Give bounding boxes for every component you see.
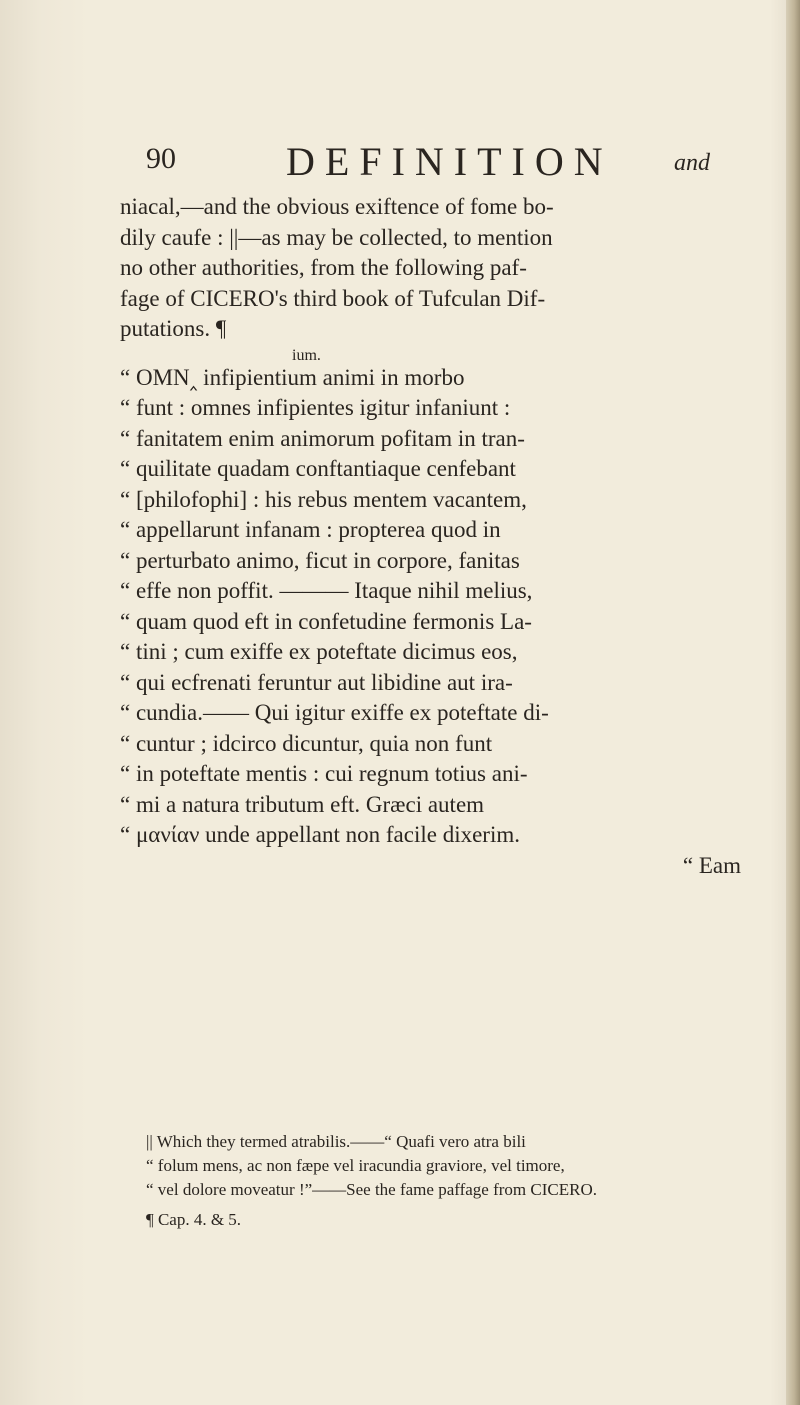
quote-line: “ tini ; cum exiffe ex poteftate dicimus eos, (120, 639, 518, 664)
footnote-line: “ vel dolore moveatur !”——See the fame paffage from CICERO. (146, 1180, 597, 1199)
quote-line: “ perturbato animo, ficut in corpore, fanitas (120, 547, 520, 573)
quote-line: “ fanitatem enim animorum pofitam in tran- (120, 425, 525, 451)
quote-line: “ qui ecfrenati feruntur aut libidine aut ira- (120, 669, 513, 695)
text-line: putations. ¶ (120, 316, 227, 341)
running-title-suffix: and (674, 150, 710, 176)
text-line: niacal,—and the obvious exiftence of fome bo- (120, 194, 554, 219)
quote-line: “ quilitate quadam conftantiaque cenfebant (120, 456, 516, 481)
footnote-line: “ folum mens, ac non fæpe vel iracundia graviore, vel timore, (146, 1156, 565, 1175)
text-line: no other authorities, from the following paf- (120, 255, 527, 280)
quote-line: “ effe non poffit. ——— Itaque nihil melius, (120, 578, 533, 603)
footnote-line: ¶ Cap. 4. & 5. (146, 1210, 242, 1229)
page-gutter-shadow (786, 0, 800, 1405)
quote-line: “ quam quod eft in confetudine fermonis La- (120, 608, 532, 634)
quote-line: “ cundia.—— Qui igitur exiffe ex poteftate di- (120, 700, 549, 725)
quote-line: “ [philofophi] : his rebus mentem vacantem, (120, 486, 527, 512)
handwritten-insertion: ium. (292, 346, 321, 364)
quote-line: “ cuntur ; idcirco dicuntur, quia non funt (120, 730, 493, 756)
quote-line: “ funt : omnes infipientes igitur infaniunt : (120, 395, 511, 420)
catchword: “ Eam (682, 852, 741, 878)
text-line: fage of CICERO's third book of Tufculan Dif- (120, 285, 546, 311)
quote-line: “ OMN‸ infipientium animi in morbo (120, 364, 465, 390)
page-number: 90 (146, 142, 176, 175)
running-header (146, 138, 726, 186)
quote-line: “ appellarunt infanam : propterea quod in (120, 517, 501, 542)
footnotes (146, 1130, 746, 1232)
main-text (120, 192, 745, 881)
quote-line: “ mi a natura tributum eft. Græci autem (120, 791, 485, 817)
running-title: DEFINITION (286, 139, 613, 184)
quote-line: “ in poteftate mentis : cui regnum totius ani- (120, 761, 528, 786)
footnote-line: || Which they termed atrabilis.——“ Quafi vero atra bili (146, 1132, 526, 1151)
text-line: dily caufe : ||—as may be collected, to mention (120, 224, 553, 250)
quote-line: “ μανίαν unde appellant non facile dixerim. (120, 822, 520, 847)
